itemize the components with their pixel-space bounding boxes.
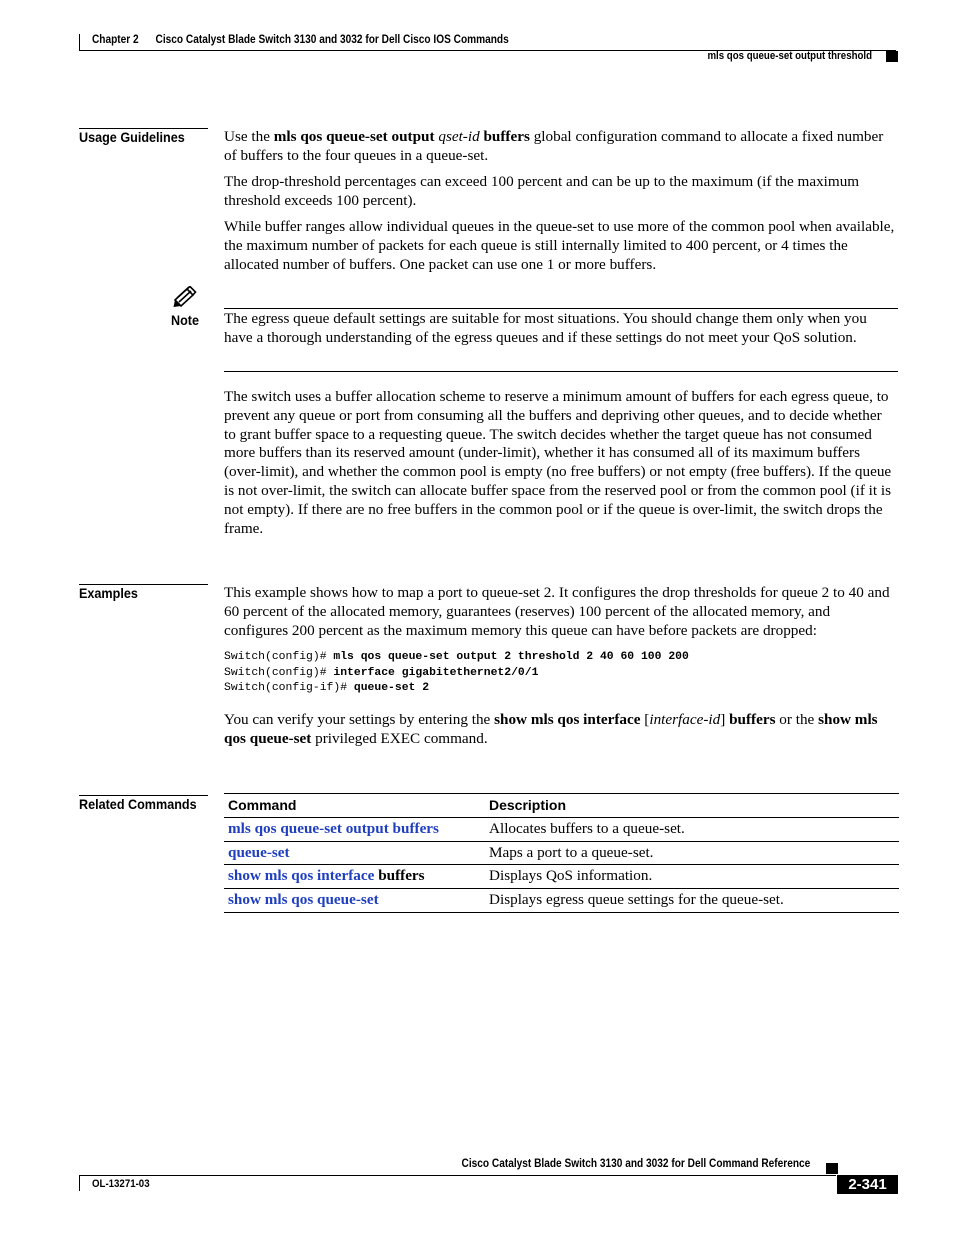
command-cell	[224, 889, 485, 913]
code-line: Switch(config)# interface gigabitethernet2/0/1	[224, 666, 539, 679]
footer-marker	[826, 1163, 838, 1174]
description-cell: Maps a port to a queue-set.	[485, 841, 899, 865]
usage-paragraph-3: While buffer ranges allow individual queues in the queue-set to use more of the common pool when available, the maximum number of packets for each queue is still internally limited to 400 percent, or 4 times the allocated number of buffers. One packet can use one 1 or more buffers.	[224, 218, 895, 273]
table-row	[224, 817, 899, 841]
note-rule-top	[224, 308, 898, 309]
footer-rule	[79, 1175, 836, 1176]
header-section-title: mls qos queue-set output threshold	[707, 50, 872, 62]
table-row	[224, 865, 899, 889]
usage-paragraph-2: The drop-threshold percentages can exceed 100 percent and can be up to the maximum (if the maximum threshold exceeds 100 percent).	[224, 173, 860, 209]
usage-paragraph-1: Use the mls qos queue-set output qset-id buffers global configuration command to allocate a fixed number of buffers to the four queues in a queue-set.	[224, 128, 884, 164]
column-header-command: Command	[224, 794, 485, 818]
code-line: Switch(config-if)# queue-set 2	[224, 682, 430, 694]
command-link[interactable]: mls qos queue-set output buffers	[228, 819, 439, 837]
examples-intro: This example shows how to map a port to queue-set 2. It configures the drop thresholds for queue 2 to 40 and 60 percent of the allocated memory, guarantees (reserves) 100 percent of the allocated memory, and configures 200 percent as the maximum memory this queue can have before packets are dropped:	[224, 584, 890, 639]
code-line: Switch(config)# mls qos queue-set output 2 threshold 2 40 60 100 200	[224, 651, 689, 663]
header-marker	[886, 51, 898, 62]
usage-guidelines-heading: Usage Guidelines	[79, 129, 185, 145]
table-row	[224, 841, 899, 865]
description-cell: Displays egress queue settings for the queue-set.	[485, 889, 899, 913]
footer-doc-number: OL-13271-03	[92, 1178, 150, 1190]
buffer-allocation-paragraph: The switch uses a buffer allocation scheme to reserve a minimum amount of buffers for each egress queue, to prevent any queue or port from consuming all the buffers and depriving other queues, and to decide whether to grant buffer space to a requesting queue. The switch decides whether the target queue has not consumed more buffers than its reserved amount (under-limit), whether it has consumed all of its maximum buffers (over-limit), and whether the common pool is empty (no free buffers) or not empty (free buffers). If the queue is not over-limit, the switch can allocate buffer space from the reserved pool or from the common pool (if it is not empty). If there are no free buffers in the common pool or if the queue is over-limit, the switch drops the frame.	[224, 388, 892, 537]
note-label: Note	[171, 312, 200, 328]
table-header-row	[224, 794, 899, 818]
pencil-icon	[172, 286, 198, 308]
examples-heading: Examples	[79, 585, 138, 601]
column-header-description: Description	[485, 794, 899, 818]
note-text: The egress queue default settings are suitable for most situations. You should change them only when you have a thorough understanding of the egress queues and if these settings do not meet your QoS solution.	[224, 310, 867, 346]
page-number: 2-341	[837, 1175, 898, 1194]
command-link[interactable]: show mls qos interface	[228, 867, 375, 885]
code-example	[224, 650, 689, 697]
command-suffix: buffers	[374, 867, 425, 885]
related-commands-table	[224, 793, 899, 913]
table-row	[224, 889, 899, 913]
description-cell: Allocates buffers to a queue-set.	[485, 817, 899, 841]
footer-rule-vertical	[79, 1175, 80, 1191]
related-commands-heading: Related Commands	[79, 796, 197, 812]
footer-book-title: Cisco Catalyst Blade Switch 3130 and 3032 for Dell Command Reference	[461, 1158, 810, 1170]
command-link[interactable]: queue-set	[228, 843, 290, 861]
command-cell	[224, 817, 485, 841]
verify-paragraph: You can verify your settings by entering the show mls qos interface [interface-id] buffers or the show mls qos queue-set privileged EXEC command.	[224, 711, 878, 747]
header-rule-vertical	[79, 34, 80, 50]
command-cell	[224, 865, 485, 889]
note-rule-bottom	[224, 371, 898, 372]
usage-guidelines-body	[224, 128, 896, 275]
command-link[interactable]: show mls qos queue-set	[228, 891, 379, 909]
header-chapter-title: Chapter 2 Cisco Catalyst Blade Switch 3130 and 3032 for Dell Cisco IOS Commands	[92, 34, 509, 46]
command-cell	[224, 841, 485, 865]
description-cell: Displays QoS information.	[485, 865, 899, 889]
